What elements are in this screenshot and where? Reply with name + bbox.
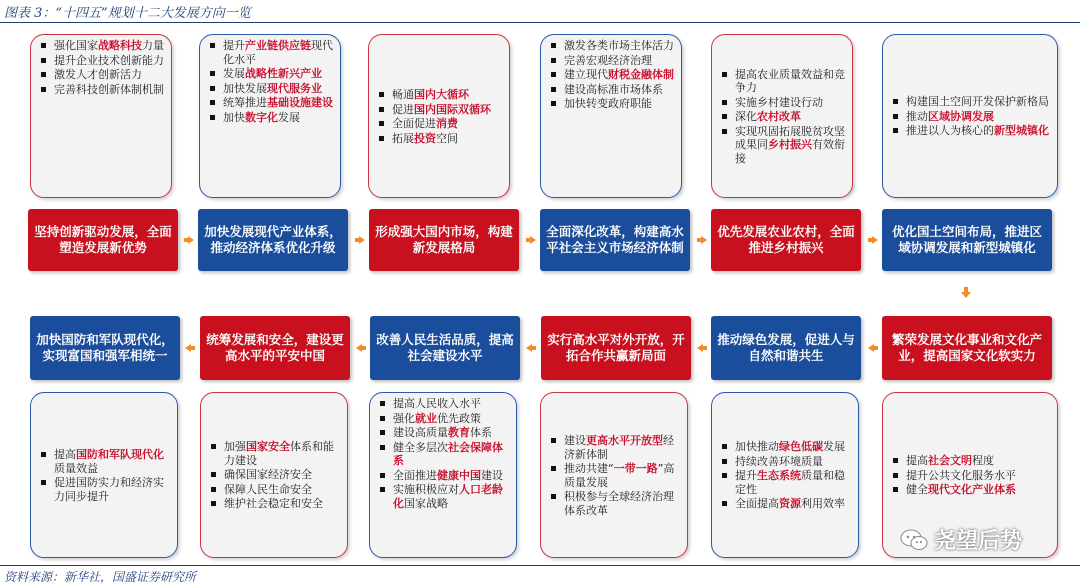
item-text: 积极参与全球经济治理体系改革 <box>564 490 674 517</box>
card-market <box>368 34 510 198</box>
source-note: 资料来源：新华社，国盛证券研究所 <box>4 570 197 584</box>
card-territory <box>882 34 1058 198</box>
figure-title: 图表 3：“十四五”规划十二大发展方向一览 <box>4 6 251 21</box>
list-item <box>377 117 505 131</box>
card-agriculture <box>711 34 853 198</box>
card-list <box>377 88 505 146</box>
item-text: ”高质量发展 <box>564 462 675 489</box>
list-item <box>378 412 512 426</box>
source-divider <box>0 565 1080 566</box>
list-item <box>377 132 505 146</box>
item-text: 构建国土空间开发保护新格局 <box>906 95 1049 109</box>
highlight-text: 现代服务业 <box>267 81 322 95</box>
item-text: 加快发展 <box>223 81 267 95</box>
highlight-text: 资源 <box>779 497 801 511</box>
title-divider <box>0 22 1080 23</box>
item-text: 推进以人为核心的 <box>906 124 994 138</box>
flow-arrow-down-icon <box>961 292 971 298</box>
direction-market: 形成强大国内市场，构建新发展格局 <box>369 209 519 271</box>
list-item <box>891 454 1053 468</box>
item-text: 有效衔接 <box>735 138 845 165</box>
item-text: 力量 <box>142 39 164 52</box>
highlight-text: 战略科技 <box>98 39 142 52</box>
list-item <box>549 83 677 97</box>
item-text: 推动共建“ <box>564 462 614 475</box>
item-text: 提升 <box>223 39 245 52</box>
direction-industry: 加快发展现代产业体系，推动经济体系优化升级 <box>198 209 348 271</box>
card-reform <box>540 34 682 198</box>
flow-arrow-icon <box>530 236 536 244</box>
list-item <box>209 440 343 467</box>
highlight-text: 国防和军队现代化 <box>76 448 164 461</box>
list-item <box>377 88 505 102</box>
item-text: 全面推进 <box>393 468 437 482</box>
highlight-text: 乡村振兴 <box>768 138 812 152</box>
card-list <box>378 397 512 510</box>
item-text: 激发人才创新活力 <box>54 68 142 81</box>
item-text: 激发各类市场主体活力 <box>564 39 674 52</box>
list-item <box>209 497 343 511</box>
highlight-text: 财税金融体制 <box>608 68 674 81</box>
card-list <box>549 434 683 518</box>
item-text: 利用效率 <box>801 497 845 511</box>
list-item <box>720 96 848 110</box>
list-item <box>39 68 167 82</box>
item-text: 畅通 <box>392 88 414 101</box>
list-item <box>39 476 173 503</box>
list-item <box>720 440 854 454</box>
card-innovation <box>30 34 172 198</box>
highlight-text: 新型城镇化 <box>994 124 1049 138</box>
list-item <box>891 95 1053 109</box>
item-text: 加快转变政府职能 <box>564 97 652 110</box>
highlight-text: 健康中国 <box>437 468 481 482</box>
item-text: 完善科技创新体制机制 <box>54 82 164 96</box>
direction-culture: 繁荣发展文化事业和文化产业，提高国家文化软实力 <box>882 316 1052 380</box>
list-item <box>549 490 683 517</box>
flow-arrow-icon <box>526 344 532 352</box>
item-text: 程度 <box>972 454 994 468</box>
list-item <box>208 82 336 96</box>
item-text: 完善宏观经济治理 <box>564 53 652 67</box>
item-text: 经济新体制 <box>564 434 674 461</box>
item-text: 维护社会稳定和安全 <box>224 497 323 511</box>
card-livelihood <box>369 392 517 558</box>
card-industry <box>199 34 341 198</box>
item-text: 建立现代 <box>564 68 608 81</box>
list-item <box>720 68 848 95</box>
card-list <box>720 68 848 167</box>
item-text: 推动 <box>906 109 928 123</box>
item-text: 体系 <box>470 426 492 439</box>
item-text: 加快推动 <box>735 440 779 454</box>
item-text: 建设 <box>481 468 503 482</box>
item-text: 拓展 <box>392 131 414 145</box>
highlight-text: 投资 <box>414 131 436 145</box>
item-text: 质量和稳定性 <box>735 469 845 496</box>
item-text: 强化 <box>393 411 415 425</box>
item-text: 提升企业技术创新能力 <box>54 53 164 67</box>
highlight-text: 国内大循环 <box>414 88 469 101</box>
card-defense <box>30 392 178 558</box>
item-text: 确保国家经济安全 <box>224 468 312 482</box>
list-item <box>39 448 173 475</box>
item-text: 优先政策 <box>437 411 481 425</box>
list-item <box>720 455 854 469</box>
item-text: 健全多层次 <box>393 440 448 454</box>
watermark-text: 尧望后势 <box>934 529 1023 554</box>
direction-livelihood: 改善人民生活品质，提高社会建设水平 <box>370 316 520 380</box>
item-text: 加快 <box>223 110 245 124</box>
flow-arrow-icon <box>188 236 194 244</box>
item-text: 空间 <box>436 131 458 145</box>
direction-reform: 全面深化改革，构建高水平社会主义市场经济体制 <box>540 209 690 271</box>
item-text: 发展 <box>823 440 845 454</box>
item-text: 国家战略 <box>404 496 448 510</box>
card-list <box>39 39 167 96</box>
item-text: 健全 <box>906 483 928 497</box>
highlight-text: 社会保障体系 <box>393 440 503 467</box>
list-item <box>549 39 677 53</box>
flow-arrow-icon <box>185 344 191 352</box>
item-text: 提高 <box>54 448 76 461</box>
highlight-text: 消费 <box>436 117 458 130</box>
card-list <box>39 448 173 504</box>
highlight-text: 一带一路 <box>613 462 658 475</box>
list-item <box>377 103 505 117</box>
highlight-text: 区域协调发展 <box>928 109 994 123</box>
watermark <box>900 524 1022 555</box>
item-text: 发展 <box>223 67 245 80</box>
highlight-text: 生态系统 <box>757 469 801 483</box>
direction-agriculture: 优先发展农业农村，全面推进乡村振兴 <box>711 209 861 271</box>
item-text: 质量效益 <box>54 461 98 475</box>
list-item <box>549 462 683 489</box>
highlight-text: 数字化 <box>245 110 278 124</box>
list-item <box>891 483 1053 497</box>
item-text: 现代化水平 <box>223 39 333 66</box>
item-text: 提高 <box>906 454 928 468</box>
item-text: 提高人民收入水平 <box>393 397 481 410</box>
item-text: 全面促进 <box>392 117 436 130</box>
item-text: 建设高质量 <box>393 426 448 439</box>
card-list <box>891 95 1053 139</box>
item-text: 实施乡村建设行动 <box>735 95 823 109</box>
list-item <box>891 110 1053 124</box>
list-item <box>208 67 336 81</box>
item-text: 实施积极应对 <box>393 483 459 496</box>
highlight-text: 战略性新兴产业 <box>245 67 322 80</box>
list-item <box>891 124 1053 138</box>
highlight-text: 国内国际双循环 <box>414 102 491 116</box>
list-item <box>378 426 512 440</box>
card-opening <box>540 392 688 558</box>
direction-green: 推动绿色发展，促进人与自然和谐共生 <box>711 316 861 380</box>
wechat-icon <box>900 529 928 551</box>
highlight-text: 农村改革 <box>757 110 801 124</box>
list-item <box>720 125 848 166</box>
item-text: 提升公共文化服务水平 <box>906 468 1016 482</box>
item-text: 全面提高 <box>735 497 779 511</box>
list-item <box>378 441 512 468</box>
list-item <box>208 96 336 110</box>
card-security <box>200 392 348 558</box>
list-item <box>549 97 677 111</box>
highlight-text: 就业 <box>415 411 437 425</box>
direction-defense: 加快国防和军队现代化，实现富国和强军相统一 <box>30 316 180 380</box>
item-text: 保障人民生命安全 <box>224 482 312 496</box>
item-text: 加强 <box>224 440 246 454</box>
list-item <box>209 468 343 482</box>
list-item <box>720 497 854 511</box>
list-item <box>549 68 677 82</box>
list-item <box>549 434 683 461</box>
direction-opening: 实行高水平对外开放，开拓合作共赢新局面 <box>541 316 691 380</box>
item-text: 发展 <box>278 110 300 124</box>
highlight-text: 社会文明 <box>928 454 972 468</box>
item-text: 持续改善环境质量 <box>735 454 823 468</box>
highlight-text: 现代文化产业体系 <box>928 483 1016 497</box>
item-text: 深化 <box>735 110 757 124</box>
item-text: 建设 <box>564 434 586 447</box>
item-text: 强化国家 <box>54 39 98 52</box>
item-text: 促进国防实力和经济实力同步提升 <box>54 476 164 503</box>
highlight-text: 产业链供应链 <box>245 39 311 52</box>
list-item <box>39 39 167 53</box>
flow-arrow-icon <box>701 236 707 244</box>
item-text: 建设高标准市场体系 <box>564 82 663 96</box>
list-item <box>891 469 1053 483</box>
highlight-text: 基础设施建设 <box>267 96 333 109</box>
list-item <box>208 111 336 125</box>
highlight-text: 人口老龄化 <box>393 483 503 510</box>
item-text: 统筹推进 <box>223 96 267 109</box>
highlight-text: 教育 <box>448 426 470 439</box>
list-item <box>378 397 512 411</box>
list-item <box>209 483 343 497</box>
direction-territory: 优化国土空间布局，推进区域协调发展和新型城镇化 <box>882 209 1052 271</box>
list-item <box>720 469 854 496</box>
item-text: 促进 <box>392 102 414 116</box>
card-list <box>208 39 336 124</box>
list-item <box>378 483 512 510</box>
card-list <box>720 440 854 512</box>
highlight-text: 更高水平开放型 <box>586 434 663 447</box>
item-text: 提高农业质量效益和竞争力 <box>735 67 845 95</box>
item-text: 提升 <box>735 469 757 483</box>
list-item <box>720 110 848 124</box>
highlight-text: 绿色低碳 <box>779 440 823 454</box>
flow-arrow-icon <box>868 344 874 352</box>
flow-arrow-icon <box>356 344 362 352</box>
flow-arrow-icon <box>359 236 365 244</box>
direction-innovation: 坚持创新驱动发展，全面塑造发展新优势 <box>28 209 178 271</box>
card-green <box>711 392 859 558</box>
item-text: 实现巩固拓展脱贫攻坚成果同 <box>735 124 845 152</box>
item-text: 体系和能力建设 <box>224 440 334 467</box>
card-list <box>549 39 677 111</box>
flow-arrow-icon <box>697 344 703 352</box>
card-list <box>209 440 343 512</box>
list-item <box>208 39 336 66</box>
direction-security: 统筹发展和安全，建设更高水平的平安中国 <box>200 316 350 380</box>
card-list <box>891 454 1053 498</box>
highlight-text: 国家安全 <box>246 440 290 454</box>
list-item <box>39 54 167 68</box>
list-item <box>549 54 677 68</box>
list-item <box>39 83 167 97</box>
flow-arrow-icon <box>872 236 878 244</box>
list-item <box>378 469 512 483</box>
